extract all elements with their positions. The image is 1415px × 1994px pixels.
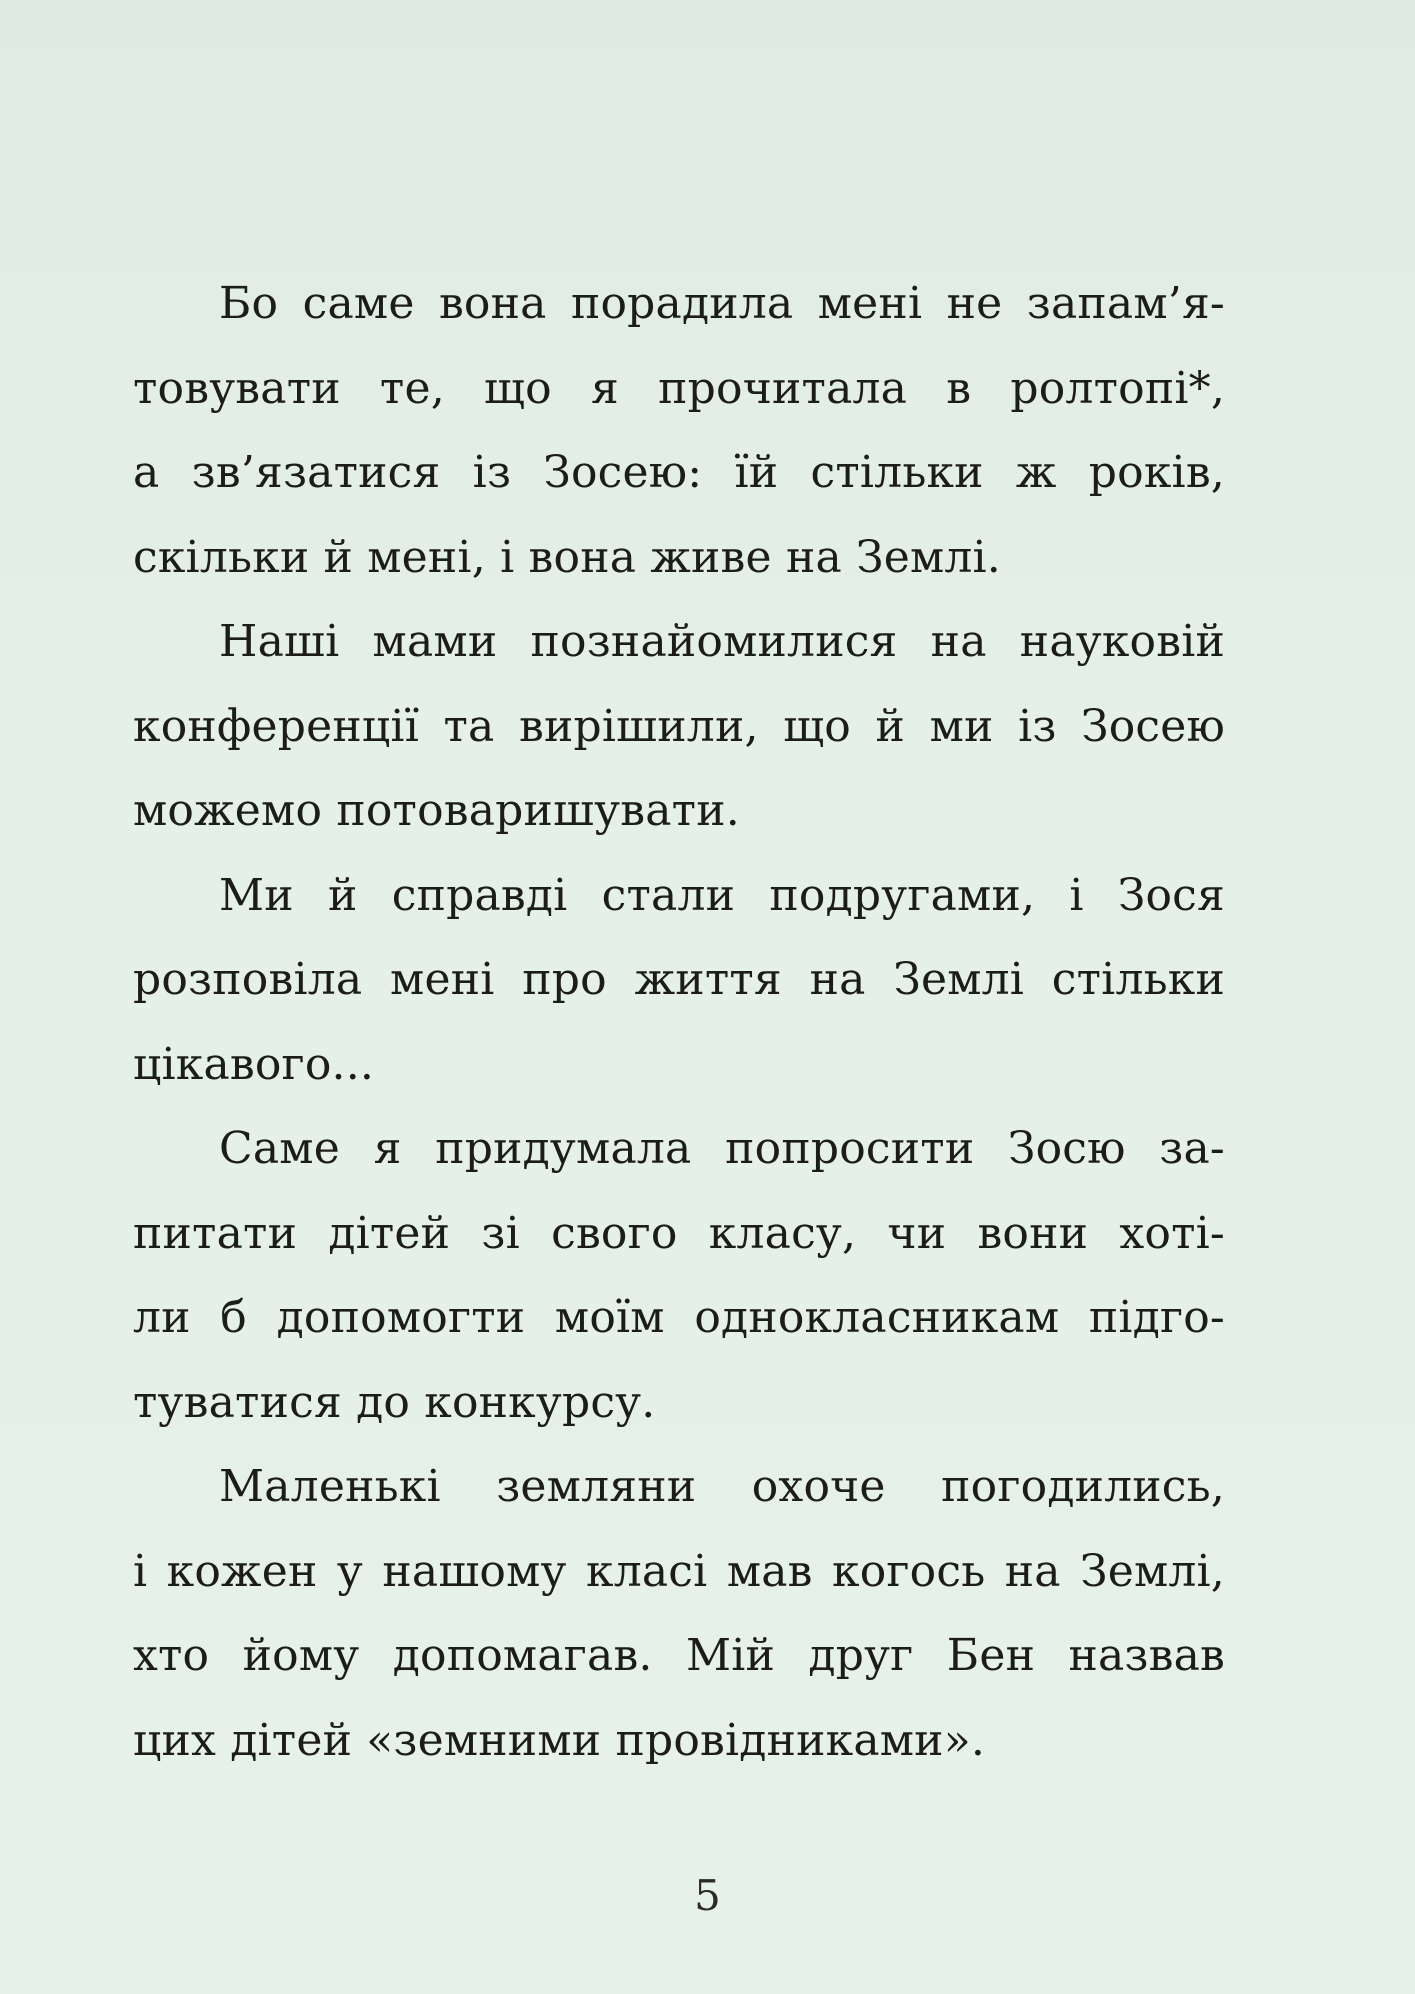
text-line: і кожен у нашому класі мав когось на Землі, [133,1545,1225,1597]
text-line: Саме я придумала попросити Зосю за- [219,1123,1225,1174]
text-line: конференції та вирішили, що й ми із Зосею [133,700,1225,752]
text-line: товувати те, що я прочитала в ролтопі*, [133,362,1225,414]
text-line: цих дітей «земними провідниками». [133,1714,986,1766]
text-line: питати дітей зі свого класу, чи вони хоті- [133,1207,1225,1259]
text-line: розповіла мені про життя на Землі стільки [133,954,1225,1005]
text-line: а зв’язатися із Зосею: їй стільки ж років, [133,447,1225,498]
text-line: Ми й справді стали подругами, і Зося [219,869,1225,921]
text-line: ли б допомогти моїм однокласникам підго- [133,1292,1225,1343]
page-number: 5 [694,1871,721,1920]
text-line: хто йому допомагав. Мій друг Бен назвав [133,1630,1225,1681]
text-line: цікавого... [133,1038,375,1090]
text-line: можемо потоваришувати. [133,785,740,836]
text-line: Маленькі земляни охоче погодились, [219,1461,1225,1512]
text-line: туватися до конкурсу. [133,1376,656,1428]
text-line: Наші мами познайомилися на науковій [219,616,1225,667]
text-line: скільки й мені, і вона живе на Землі. [133,531,1001,583]
text-line: Бо саме вона порадила мені не запам’я- [219,278,1225,329]
body-text [133,262,1225,1783]
